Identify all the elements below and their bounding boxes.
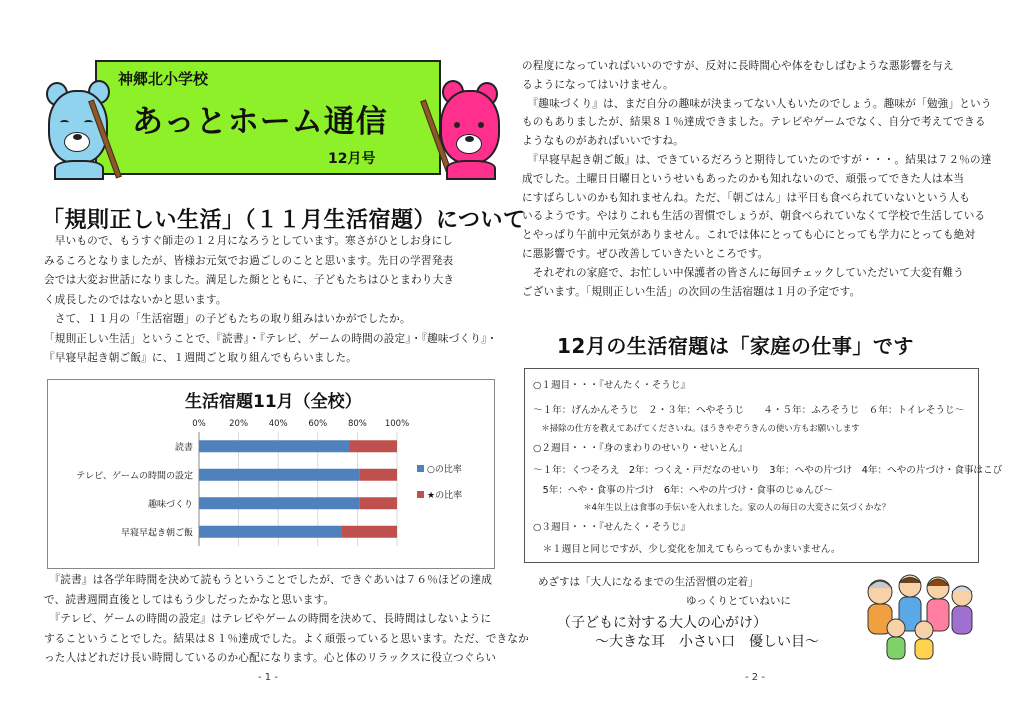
bear-eye-right [84, 120, 93, 125]
legend-label: ○の比率 [427, 465, 462, 475]
pink-bear-illustration [430, 80, 502, 180]
motto-heading: （子どもに対する大人の心がけ） [557, 615, 767, 631]
motto-text: ～大きな耳 小さい口 優しい目～ [595, 634, 819, 650]
paragraph-line: 会では大変お世話になりました。満足した顔とともに、子どもたちはひとまわり大き [44, 274, 455, 286]
tick-label: 60% [308, 419, 328, 429]
week1-tasks: ～１年：げんかんそうじ ２・３年：へやそうじ ４・５年：ふろそうじ ６年：トイレそうじ～ [533, 405, 965, 416]
goal-subtext: ゆっくりとていねいに [686, 595, 791, 607]
paragraph-line: 成でした。土曜日日曜日というせいもあったのかも知れないので、頑張ってできた人は本当 [522, 172, 965, 185]
paragraph-line: するこということでした。結果は８１％達成でした。よく頑張っていると思います。ただ、できなか [44, 632, 529, 645]
bear-body [446, 160, 496, 180]
paragraph-line: 『読書』は各学年時間を決めて読もうということでしたが、できぐあいは７６％ほどの達成 [44, 574, 493, 586]
bar-segment [359, 497, 397, 509]
paragraph-line: 『テレビ、ゲームの時間の設定』はテレビやゲームの時間を決めて、長時間はしないように [44, 613, 492, 625]
family-illustration [858, 570, 976, 662]
bar-segment [359, 469, 397, 481]
legend-swatch [417, 491, 424, 498]
legend-swatch [417, 465, 424, 472]
paragraph-line: ございます。「規則正しい生活」の次回の生活宿題は１月の予定です。 [522, 285, 861, 298]
bar-segment [349, 440, 397, 452]
bar-segment [342, 526, 397, 538]
bar-segment [199, 497, 359, 509]
week2-tasks: ～１年：くつそろえ 2年：つくえ・戸だなのせいり 3年：へやの片づけ 4年：へやの片づけ・食事はこび [533, 465, 1003, 476]
legend-label: ★の比率 [427, 491, 463, 501]
week1-note: ＊掃除の仕方を教えてあげてくださいね。ほうきやぞうきんの使い方もお願いします [533, 423, 860, 433]
newsletter-title: あっとホーム通信 [132, 104, 388, 140]
paragraph-line: で、読書週間直後としてはもう少しだったかなと思います。 [44, 593, 335, 606]
paragraph-line: 「規則正しい生活」ということで、『読書』・『テレビ、ゲームの時間の設定』・『趣味づくり』・ [44, 332, 498, 345]
chart-title: 生活宿題11月（全校） [185, 392, 362, 412]
tick-label: 20% [229, 419, 249, 429]
week2-note: ＊4年生以上は食事の手伝いを入れました。家の人の毎日の大変さに気づくかな？ [533, 502, 891, 512]
week3-note: ＊１週目と同じですが、少し変化を加えてもらってもかまいません。 [533, 544, 841, 555]
bear-body [54, 160, 104, 180]
paragraph-line: それぞれの家庭で、お忙しい中保護者の皆さんに毎回チェックしていただいて大変有難う [522, 266, 965, 279]
paragraph-line: ようなものがあればいいですね。 [522, 135, 684, 148]
bar-segment [199, 526, 342, 538]
bear-eye-left [454, 122, 460, 128]
page-number: - 1 - [258, 672, 278, 683]
category-label: テレビ、ゲームの時間の設定 [76, 471, 193, 482]
blue-bear-illustration [44, 80, 116, 180]
paragraph-line: みるころとなりましたが、皆様お元気でお過ごしのことと思います。先日の学習発表 [44, 254, 454, 267]
bar-segment [199, 469, 359, 481]
paragraph-line: いるようです。やはりこれも生活の習慣でしょうが、朝食べられていなくて学校で生活している [522, 210, 986, 223]
page2-heading: 12月の生活宿題は「家庭の仕事」です [557, 334, 914, 358]
page-number: - 2 - [745, 672, 765, 683]
page1-after-chart [44, 571, 529, 669]
paragraph-line: るようになってはいけません。 [522, 78, 674, 91]
paragraph-line: 『早寝早起き朝ご飯』は、できているだろうと期待していたのですが・・・。結果は７２％の達 [522, 153, 992, 166]
week1-title: ○１週目・・・『せんたく・そうじ』 [533, 380, 691, 391]
bear-eye-left [60, 120, 69, 125]
school-name: 神郷北小学校 [118, 70, 209, 88]
bear-eye-right [478, 122, 484, 128]
paragraph-line: 早いもので、もうすぐ師走の１２月になろうとしています。寒さがひとしお身にし [44, 235, 454, 247]
paragraph-line: 『早寝早起き朝ご飯』に、１週間ごと取り組んでもらいました。 [44, 352, 358, 364]
tick-label: 0% [192, 419, 206, 429]
goal-text: めざすは「大人になるまでの生活習慣の定着」 [538, 576, 759, 588]
page2-top-text [522, 57, 992, 301]
week3-title: ○３週目・・・『せんたく・そうじ』 [533, 522, 691, 533]
paragraph-line: った人はどれだけ長い時間しているのか心配になります。心と体のリラックスに役立つぐらい [44, 652, 497, 664]
category-label: 読書 [174, 442, 193, 453]
bear-nose [73, 134, 82, 140]
paragraph-line: に悪影響です。ぜひ改善していきたいところです。 [522, 247, 769, 260]
stacked-bar-chart [47, 379, 495, 569]
issue-label: 12月号 [328, 151, 376, 167]
paragraph-line: の程度になっていればいいのですが、反対に長時間心や体をむしばむような悪影響を与え [522, 60, 954, 72]
paragraph-line: さて、１１月の「生活宿題」の子どもたちの取り組みはいかがでしたか。 [44, 313, 411, 325]
tick-label: 40% [268, 419, 288, 429]
paragraph-line: 『趣味づくり』は、まだ自分の趣味が決まってない人もいたのでしょう。趣味が「勉強」という [522, 97, 992, 110]
week2-tasks-cont: 5年：へや・食事の片づけ 6年：へやの片づけ・食事のじゅんび～ [533, 485, 834, 496]
paragraph-line: ものもありましたが、結果８１％達成できました。テレビやゲームでなく、自分で考えてできる [522, 116, 986, 129]
paragraph-line: とやっぱり午前中元気がありません。これでは体にとっても心にとっても学力にとっても絶対 [522, 229, 976, 242]
week2-title: ○２週目・・・『身のまわりのせいり・せいとん』 [533, 443, 748, 454]
tick-label: 100% [384, 419, 410, 429]
category-label: 趣味づくり [147, 499, 193, 510]
page1-heading: 「規則正しい生活」（１１月生活宿題）について [42, 208, 526, 233]
paragraph-line: く成長したのではないかと思います。 [44, 293, 227, 306]
bear-nose [465, 136, 474, 142]
paragraph-line: にすばらしいのかも知れませんね。ただ、「朝ごはん」は平日も食べられていないという人も [522, 191, 971, 204]
category-label: 早寝早起き朝ご飯 [120, 528, 193, 539]
tick-label: 80% [347, 419, 367, 429]
page1-intro [44, 232, 497, 369]
bar-segment [199, 440, 349, 452]
